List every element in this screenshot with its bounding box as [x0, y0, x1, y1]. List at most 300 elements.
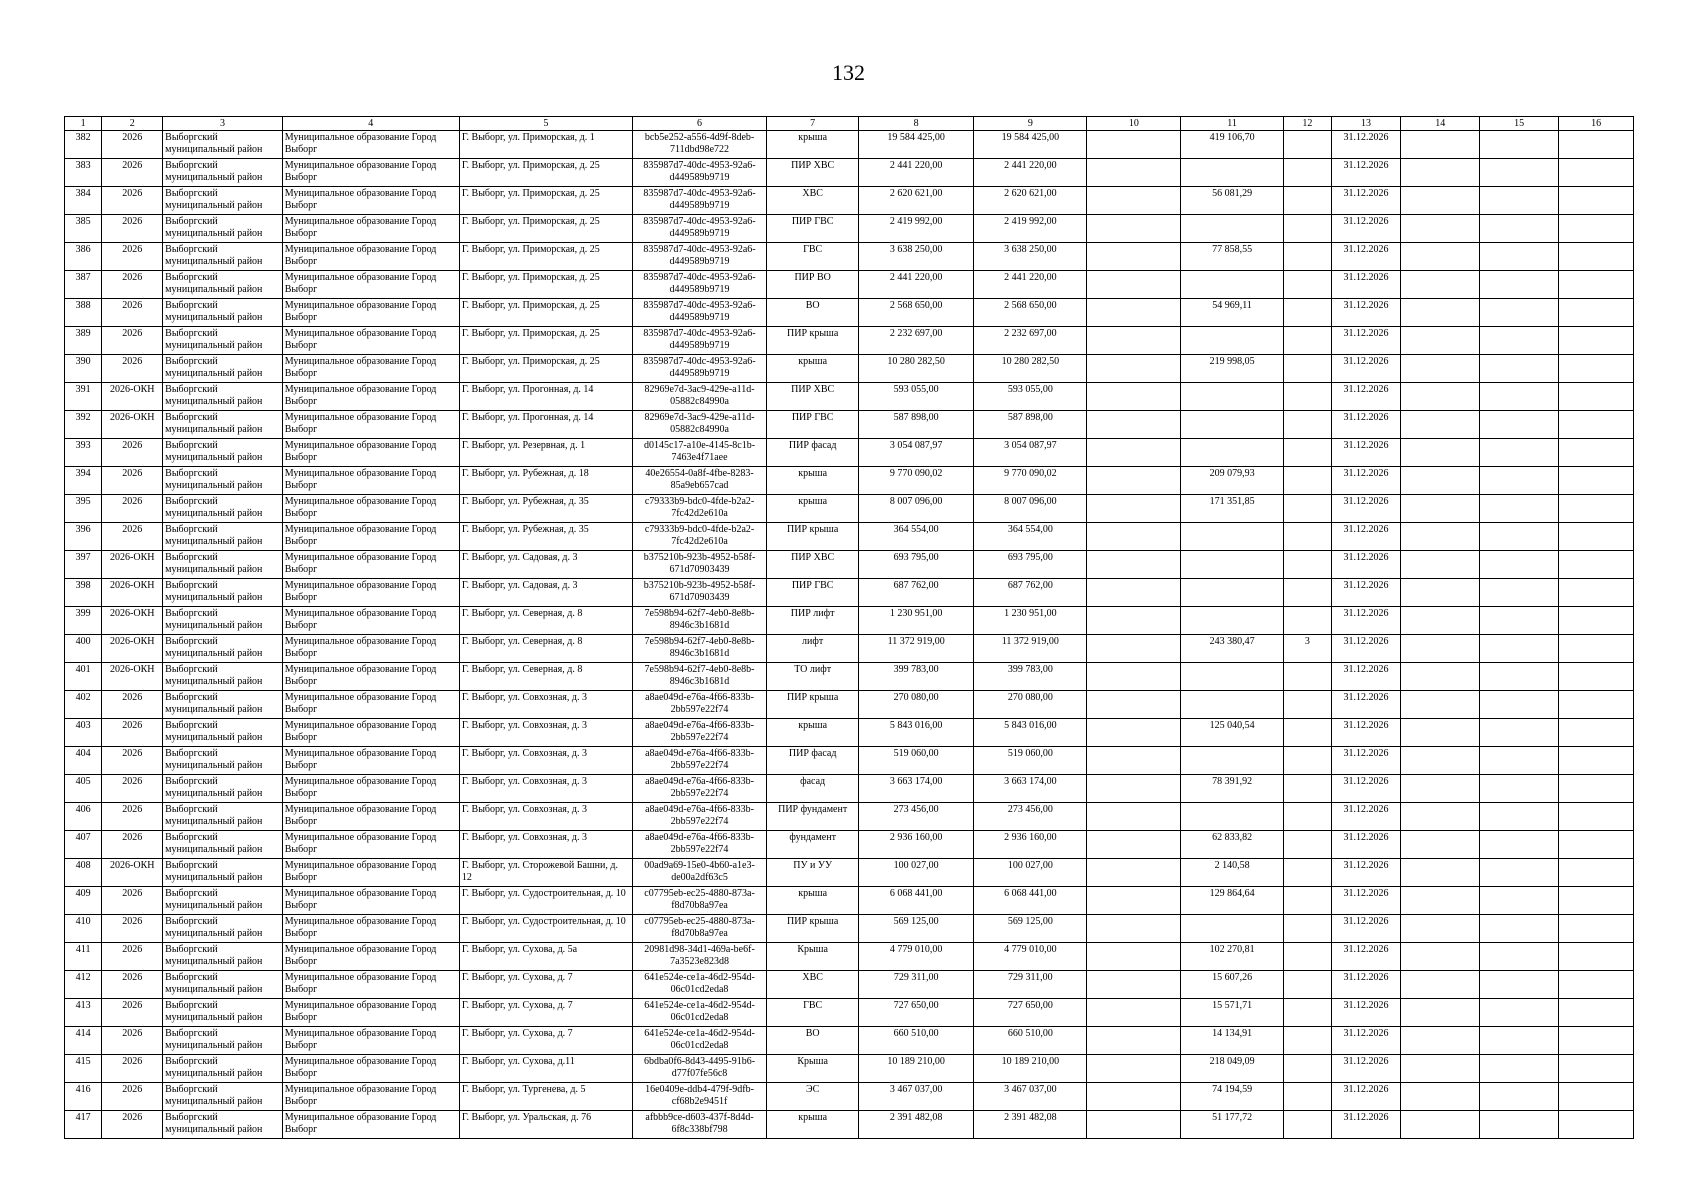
- table-cell: Выборгский муниципальный район: [163, 607, 283, 635]
- table-cell: [1559, 327, 1634, 355]
- table-cell: [1087, 271, 1181, 299]
- table-cell: 31.12.2026: [1331, 243, 1400, 271]
- table-cell: [1559, 271, 1634, 299]
- table-cell: 364 554,00: [974, 523, 1087, 551]
- table-cell: 2026: [102, 215, 163, 243]
- table-cell: Муниципальное образование Город Выборг: [282, 803, 459, 831]
- table-cell: [1181, 579, 1283, 607]
- table-cell: 102 270,81: [1181, 943, 1283, 971]
- table-row: [65, 355, 1634, 383]
- table-cell: Выборгский муниципальный район: [163, 775, 283, 803]
- table-cell: 3 467 037,00: [974, 1083, 1087, 1111]
- table-cell: 270 080,00: [859, 691, 974, 719]
- table-cell: 4 779 010,00: [974, 943, 1087, 971]
- table-cell: 2 568 650,00: [974, 299, 1087, 327]
- table-cell: 387: [65, 271, 102, 299]
- table-cell: Муниципальное образование Город Выборг: [282, 551, 459, 579]
- table-cell: 31.12.2026: [1331, 859, 1400, 887]
- table-row: [65, 159, 1634, 187]
- table-cell: [1480, 887, 1559, 915]
- table-cell: 2 568 650,00: [859, 299, 974, 327]
- table-cell: Выборгский муниципальный район: [163, 887, 283, 915]
- table-cell: Выборгский муниципальный район: [163, 747, 283, 775]
- column-header: 4: [282, 117, 459, 131]
- table-cell: ПИР фасад: [767, 747, 859, 775]
- table-cell: 8 007 096,00: [974, 495, 1087, 523]
- table-cell: [1480, 803, 1559, 831]
- table-cell: 393: [65, 439, 102, 467]
- table-cell: 727 650,00: [859, 999, 974, 1027]
- table-cell: [1480, 663, 1559, 691]
- table-cell: Г. Выборг, ул. Судостроительная, д. 10: [459, 915, 632, 943]
- table-cell: [1559, 691, 1634, 719]
- table-cell: Выборгский муниципальный район: [163, 523, 283, 551]
- table-cell: [1087, 383, 1181, 411]
- table-cell: 77 858,55: [1181, 243, 1283, 271]
- table-cell: 1 230 951,00: [859, 607, 974, 635]
- table-cell: Г. Выборг, ул. Совхозная, д. 3: [459, 803, 632, 831]
- table-cell: 6 068 441,00: [974, 887, 1087, 915]
- table-cell: [1559, 859, 1634, 887]
- table-cell: [1480, 131, 1559, 159]
- table-cell: Выборгский муниципальный район: [163, 439, 283, 467]
- table-cell: 31.12.2026: [1331, 999, 1400, 1027]
- table-cell: [1401, 859, 1480, 887]
- table-cell: 417: [65, 1111, 102, 1139]
- table-cell: Г. Выборг, ул. Совхозная, д. 3: [459, 747, 632, 775]
- table-cell: [1480, 579, 1559, 607]
- table-cell: [1480, 747, 1559, 775]
- table-cell: [1087, 523, 1181, 551]
- table-cell: 2026: [102, 159, 163, 187]
- table-cell: [1087, 831, 1181, 859]
- table-row: [65, 1083, 1634, 1111]
- table-cell: 2 140,58: [1181, 859, 1283, 887]
- table-cell: a8ae049d-e76a-4f66-833b-2bb597e22f74: [632, 747, 766, 775]
- table-cell: Г. Выборг, ул. Уральская, д. 76: [459, 1111, 632, 1139]
- table-cell: a8ae049d-e76a-4f66-833b-2bb597e22f74: [632, 719, 766, 747]
- column-header: 6: [632, 117, 766, 131]
- table-cell: 218 049,09: [1181, 1055, 1283, 1083]
- table-cell: [1283, 943, 1331, 971]
- table-cell: Муниципальное образование Город Выборг: [282, 271, 459, 299]
- table-cell: [1283, 383, 1331, 411]
- table-cell: Выборгский муниципальный район: [163, 971, 283, 999]
- table-cell: 2026: [102, 495, 163, 523]
- table-cell: 2026: [102, 1111, 163, 1139]
- table-cell: 409: [65, 887, 102, 915]
- table-cell: Муниципальное образование Город Выборг: [282, 607, 459, 635]
- table-cell: 386: [65, 243, 102, 271]
- table-cell: [1559, 803, 1634, 831]
- table-cell: 569 125,00: [859, 915, 974, 943]
- table-row: [65, 747, 1634, 775]
- table-row: [65, 243, 1634, 271]
- table-cell: 2 391 482,08: [859, 1111, 974, 1139]
- table-cell: [1559, 1111, 1634, 1139]
- table-row: [65, 439, 1634, 467]
- table-row: [65, 523, 1634, 551]
- table-cell: крыша: [767, 887, 859, 915]
- table-row: [65, 1111, 1634, 1139]
- table-cell: Муниципальное образование Город Выборг: [282, 1111, 459, 1139]
- table-cell: [1401, 551, 1480, 579]
- table-cell: 835987d7-40dc-4953-92a6-d449589b9719: [632, 187, 766, 215]
- table-cell: [1401, 271, 1480, 299]
- table-cell: Выборгский муниципальный район: [163, 271, 283, 299]
- table-cell: [1480, 1111, 1559, 1139]
- table-cell: 2 441 220,00: [974, 159, 1087, 187]
- table-cell: 78 391,92: [1181, 775, 1283, 803]
- table-cell: 62 833,82: [1181, 831, 1283, 859]
- table-cell: 2026: [102, 971, 163, 999]
- table-row: [65, 327, 1634, 355]
- table-cell: [1480, 159, 1559, 187]
- table-cell: [1480, 971, 1559, 999]
- table-row: [65, 131, 1634, 159]
- table-cell: [1087, 1111, 1181, 1139]
- table-cell: 2026: [102, 1055, 163, 1083]
- table-cell: [1401, 831, 1480, 859]
- table-cell: [1087, 635, 1181, 663]
- table-cell: c07795eb-ec25-4880-873a-f8d70b8a97ea: [632, 887, 766, 915]
- table-cell: 11 372 919,00: [974, 635, 1087, 663]
- table-cell: 2026: [102, 327, 163, 355]
- table-cell: Муниципальное образование Город Выборг: [282, 999, 459, 1027]
- table-cell: 6 068 441,00: [859, 887, 974, 915]
- table-cell: 51 177,72: [1181, 1111, 1283, 1139]
- table-cell: 3 467 037,00: [859, 1083, 974, 1111]
- table-cell: a8ae049d-e76a-4f66-833b-2bb597e22f74: [632, 831, 766, 859]
- table-cell: 74 194,59: [1181, 1083, 1283, 1111]
- table-cell: [1480, 299, 1559, 327]
- table-cell: [1283, 467, 1331, 495]
- table-cell: [1087, 775, 1181, 803]
- table-cell: 31.12.2026: [1331, 299, 1400, 327]
- table-cell: [1283, 299, 1331, 327]
- table-cell: ХВС: [767, 187, 859, 215]
- table-cell: 419 106,70: [1181, 131, 1283, 159]
- table-cell: [1087, 607, 1181, 635]
- table-cell: 19 584 425,00: [859, 131, 974, 159]
- table-cell: 100 027,00: [859, 859, 974, 887]
- table-cell: [1181, 551, 1283, 579]
- column-header: 9: [974, 117, 1087, 131]
- table-cell: Выборгский муниципальный район: [163, 859, 283, 887]
- table-cell: [1401, 159, 1480, 187]
- table-cell: 2 419 992,00: [859, 215, 974, 243]
- table-row: [65, 943, 1634, 971]
- table-cell: 390: [65, 355, 102, 383]
- table-cell: Выборгский муниципальный район: [163, 635, 283, 663]
- table-cell: [1480, 271, 1559, 299]
- table-cell: [1559, 551, 1634, 579]
- table-row: [65, 831, 1634, 859]
- table-cell: [1283, 131, 1331, 159]
- column-header: 16: [1559, 117, 1634, 131]
- table-cell: [1087, 1027, 1181, 1055]
- table-cell: ПИР фундамент: [767, 803, 859, 831]
- table-cell: [1283, 215, 1331, 243]
- table-cell: 20981d98-34d1-469a-be6f-7a3523e823d8: [632, 943, 766, 971]
- table-cell: Муниципальное образование Город Выборг: [282, 439, 459, 467]
- table-cell: 3 638 250,00: [974, 243, 1087, 271]
- table-cell: 31.12.2026: [1331, 355, 1400, 383]
- table-cell: Крыша: [767, 1055, 859, 1083]
- table-cell: ПИР ГВС: [767, 579, 859, 607]
- table-cell: [1283, 495, 1331, 523]
- table-cell: 31.12.2026: [1331, 439, 1400, 467]
- column-header: 15: [1480, 117, 1559, 131]
- table-cell: Муниципальное образование Город Выборг: [282, 831, 459, 859]
- table-cell: 729 311,00: [859, 971, 974, 999]
- table-cell: Муниципальное образование Город Выборг: [282, 747, 459, 775]
- table-cell: 171 351,85: [1181, 495, 1283, 523]
- table-cell: a8ae049d-e76a-4f66-833b-2bb597e22f74: [632, 691, 766, 719]
- table-cell: Г. Выборг, ул. Северная, д. 8: [459, 635, 632, 663]
- table-cell: [1480, 607, 1559, 635]
- table-cell: Муниципальное образование Город Выборг: [282, 579, 459, 607]
- table-cell: Г. Выборг, ул. Приморская, д. 25: [459, 355, 632, 383]
- table-cell: 3 663 174,00: [859, 775, 974, 803]
- table-cell: Выборгский муниципальный район: [163, 943, 283, 971]
- table-cell: 2026: [102, 775, 163, 803]
- table-cell: [1559, 999, 1634, 1027]
- table-cell: [1401, 1055, 1480, 1083]
- table-cell: [1559, 383, 1634, 411]
- table-cell: [1401, 243, 1480, 271]
- table-cell: Выборгский муниципальный район: [163, 579, 283, 607]
- table-cell: [1087, 859, 1181, 887]
- table-cell: b375210b-923b-4952-b58f-671d70903439: [632, 579, 766, 607]
- table-cell: [1559, 1055, 1634, 1083]
- table-cell: [1401, 411, 1480, 439]
- table-cell: 593 055,00: [974, 383, 1087, 411]
- table-cell: Муниципальное образование Город Выборг: [282, 131, 459, 159]
- table-cell: 14 134,91: [1181, 1027, 1283, 1055]
- table-cell: ТО лифт: [767, 663, 859, 691]
- table-cell: Муниципальное образование Город Выборг: [282, 159, 459, 187]
- table-cell: 243 380,47: [1181, 635, 1283, 663]
- table-cell: [1480, 775, 1559, 803]
- table-cell: [1401, 887, 1480, 915]
- table-cell: 2026: [102, 1027, 163, 1055]
- table-cell: [1087, 411, 1181, 439]
- table-cell: ЭС: [767, 1083, 859, 1111]
- table-cell: 31.12.2026: [1331, 131, 1400, 159]
- table-cell: Муниципальное образование Город Выборг: [282, 635, 459, 663]
- table-cell: [1401, 943, 1480, 971]
- table-cell: [1181, 523, 1283, 551]
- table-cell: 641e524e-ce1a-46d2-954d-06c01cd2eda8: [632, 1027, 766, 1055]
- table-cell: 31.12.2026: [1331, 887, 1400, 915]
- table-cell: 641e524e-ce1a-46d2-954d-06c01cd2eda8: [632, 999, 766, 1027]
- table-cell: [1181, 915, 1283, 943]
- table-cell: Г. Выборг, ул. Судостроительная, д. 10: [459, 887, 632, 915]
- table-cell: 2 391 482,08: [974, 1111, 1087, 1139]
- table-cell: Муниципальное образование Город Выборг: [282, 327, 459, 355]
- table-cell: [1559, 831, 1634, 859]
- table-cell: Муниципальное образование Город Выборг: [282, 187, 459, 215]
- register-table: [64, 116, 1634, 1139]
- table-cell: 54 969,11: [1181, 299, 1283, 327]
- table-cell: 31.12.2026: [1331, 495, 1400, 523]
- table-cell: Г. Выборг, ул. Сухова, д. 5а: [459, 943, 632, 971]
- table-cell: лифт: [767, 635, 859, 663]
- table-cell: [1283, 243, 1331, 271]
- table-cell: [1087, 915, 1181, 943]
- table-cell: [1283, 1027, 1331, 1055]
- table-cell: [1559, 299, 1634, 327]
- table-cell: [1283, 887, 1331, 915]
- table-cell: [1559, 495, 1634, 523]
- table-cell: 9 770 090,02: [859, 467, 974, 495]
- table-cell: [1283, 999, 1331, 1027]
- table-cell: 397: [65, 551, 102, 579]
- table-cell: c79333b9-bdc0-4fde-b2a2-7fc42d2e610a: [632, 495, 766, 523]
- table-cell: [1401, 971, 1480, 999]
- table-cell: 2026-ОКН: [102, 663, 163, 691]
- page-number: 132: [832, 60, 865, 85]
- table-cell: Выборгский муниципальный район: [163, 663, 283, 691]
- table-cell: Муниципальное образование Город Выборг: [282, 1055, 459, 1083]
- table-cell: [1087, 943, 1181, 971]
- table-cell: [1283, 663, 1331, 691]
- table-cell: фундамент: [767, 831, 859, 859]
- table-cell: 10 189 210,00: [859, 1055, 974, 1083]
- table-cell: крыша: [767, 719, 859, 747]
- table-cell: ПИР крыша: [767, 691, 859, 719]
- table-cell: 31.12.2026: [1331, 551, 1400, 579]
- table-cell: [1559, 131, 1634, 159]
- table-cell: Выборгский муниципальный район: [163, 215, 283, 243]
- table-row: [65, 579, 1634, 607]
- table-cell: [1480, 915, 1559, 943]
- table-cell: [1401, 355, 1480, 383]
- table-cell: Выборгский муниципальный район: [163, 831, 283, 859]
- table-cell: Г. Выборг, ул. Совхозная, д. 3: [459, 691, 632, 719]
- table-cell: 2026: [102, 915, 163, 943]
- table-cell: 394: [65, 467, 102, 495]
- table-cell: Выборгский муниципальный район: [163, 1055, 283, 1083]
- table-cell: Г. Выборг, ул. Сухова, д. 7: [459, 999, 632, 1027]
- table-cell: [1181, 215, 1283, 243]
- table-cell: 2026: [102, 355, 163, 383]
- table-row: [65, 551, 1634, 579]
- table-cell: [1181, 271, 1283, 299]
- table-cell: ПИР крыша: [767, 327, 859, 355]
- table-cell: Г. Выборг, ул. Рубежная, д. 35: [459, 495, 632, 523]
- table-cell: Выборгский муниципальный район: [163, 719, 283, 747]
- table-cell: [1401, 523, 1480, 551]
- table-cell: 6bdba0f6-8d43-4495-91b6-d77f07fe56c8: [632, 1055, 766, 1083]
- table-cell: 31.12.2026: [1331, 215, 1400, 243]
- table-cell: Выборгский муниципальный район: [163, 999, 283, 1027]
- column-header: 10: [1087, 117, 1181, 131]
- table-cell: 2 232 697,00: [859, 327, 974, 355]
- table-cell: 391: [65, 383, 102, 411]
- table-cell: Г. Выборг, ул. Тургенева, д. 5: [459, 1083, 632, 1111]
- table-cell: 56 081,29: [1181, 187, 1283, 215]
- table-cell: 660 510,00: [974, 1027, 1087, 1055]
- table-cell: [1480, 943, 1559, 971]
- table-cell: 31.12.2026: [1331, 467, 1400, 495]
- table-cell: [1480, 495, 1559, 523]
- table-cell: Выборгский муниципальный район: [163, 495, 283, 523]
- table-cell: Г. Выборг, ул. Сторожевой Башни, д. 12: [459, 859, 632, 887]
- table-cell: 9 770 090,02: [974, 467, 1087, 495]
- table-cell: 400: [65, 635, 102, 663]
- table-cell: [1181, 327, 1283, 355]
- table-cell: Г. Выборг, ул. Приморская, д. 25: [459, 159, 632, 187]
- table-cell: 40e26554-0a8f-4fbe-8283-85a9eb657cad: [632, 467, 766, 495]
- table-cell: 31.12.2026: [1331, 635, 1400, 663]
- table-cell: Муниципальное образование Город Выборг: [282, 719, 459, 747]
- table-cell: [1087, 803, 1181, 831]
- table-row: [65, 887, 1634, 915]
- table-cell: 835987d7-40dc-4953-92a6-d449589b9719: [632, 271, 766, 299]
- table-cell: 687 762,00: [974, 579, 1087, 607]
- table-cell: 2026: [102, 1083, 163, 1111]
- table-cell: 399: [65, 607, 102, 635]
- table-row: [65, 383, 1634, 411]
- table-cell: [1559, 943, 1634, 971]
- table-cell: [1559, 523, 1634, 551]
- table-cell: Муниципальное образование Город Выборг: [282, 663, 459, 691]
- table-cell: [1480, 1055, 1559, 1083]
- table-cell: ГВС: [767, 999, 859, 1027]
- table-cell: 2026: [102, 943, 163, 971]
- table-row: [65, 467, 1634, 495]
- table-cell: 2 936 160,00: [974, 831, 1087, 859]
- table-cell: [1283, 271, 1331, 299]
- table-cell: Выборгский муниципальный район: [163, 187, 283, 215]
- table-cell: 31.12.2026: [1331, 523, 1400, 551]
- table-cell: 10 280 282,50: [859, 355, 974, 383]
- column-header: 3: [163, 117, 283, 131]
- table-cell: Выборгский муниципальный район: [163, 299, 283, 327]
- table-row: [65, 1055, 1634, 1083]
- table-cell: Муниципальное образование Город Выборг: [282, 775, 459, 803]
- table-cell: [1401, 383, 1480, 411]
- table-row: [65, 971, 1634, 999]
- header-row: [65, 117, 1634, 131]
- table-cell: 3 638 250,00: [859, 243, 974, 271]
- table-cell: [1283, 579, 1331, 607]
- table-cell: 660 510,00: [859, 1027, 974, 1055]
- table-cell: [1559, 887, 1634, 915]
- table-cell: [1401, 719, 1480, 747]
- table-cell: Выборгский муниципальный район: [163, 411, 283, 439]
- table-cell: Выборгский муниципальный район: [163, 159, 283, 187]
- table-row: [65, 635, 1634, 663]
- table-cell: 693 795,00: [974, 551, 1087, 579]
- table-cell: [1283, 915, 1331, 943]
- table-cell: [1559, 607, 1634, 635]
- table-cell: 416: [65, 1083, 102, 1111]
- table-cell: [1559, 915, 1634, 943]
- table-cell: 31.12.2026: [1331, 187, 1400, 215]
- table-cell: 125 040,54: [1181, 719, 1283, 747]
- table-cell: Муниципальное образование Город Выборг: [282, 355, 459, 383]
- table-cell: 11 372 919,00: [859, 635, 974, 663]
- table-cell: 587 898,00: [974, 411, 1087, 439]
- table-cell: 10 280 282,50: [974, 355, 1087, 383]
- table-cell: 2 232 697,00: [974, 327, 1087, 355]
- table-cell: [1401, 327, 1480, 355]
- table-cell: 31.12.2026: [1331, 159, 1400, 187]
- table-cell: 404: [65, 747, 102, 775]
